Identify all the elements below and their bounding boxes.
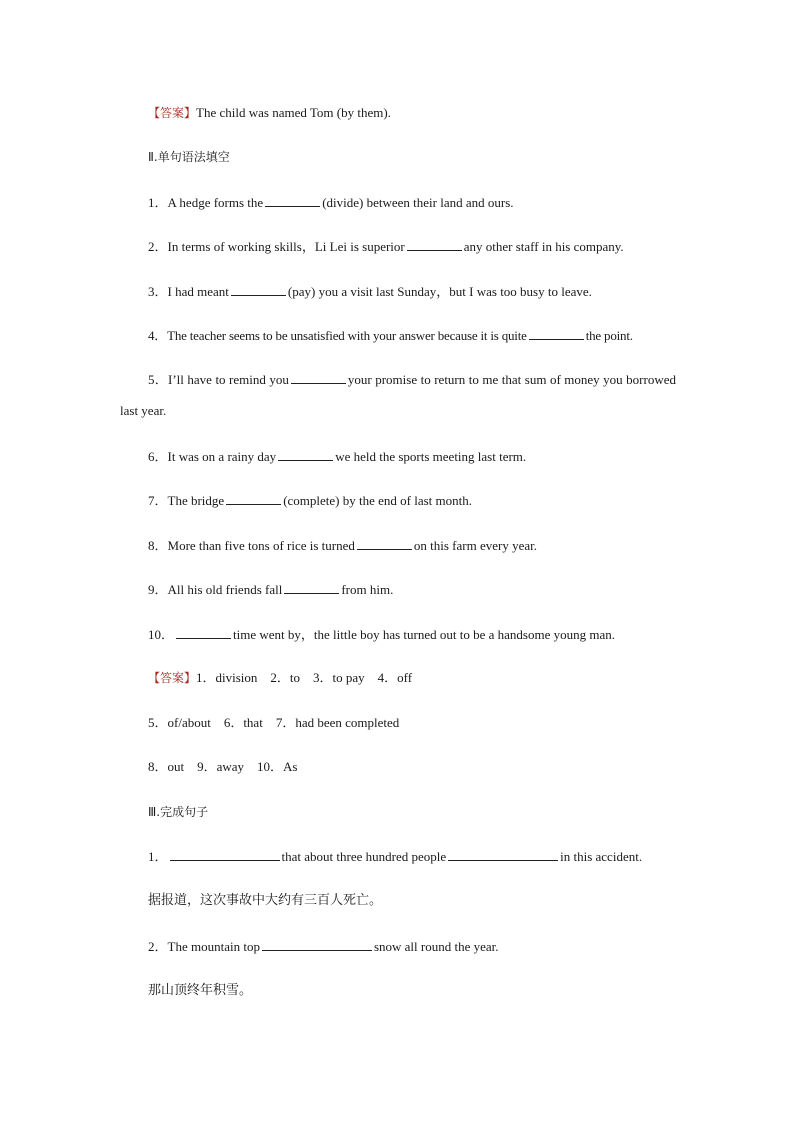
question-6: 6．It was on a rainy day we held the sports meeting last term.	[148, 449, 527, 464]
answer-blank	[176, 626, 231, 639]
question-8: 8．More than five tons of rice is turned on this farm every year.	[148, 538, 537, 553]
question-9: 9．All his old friends fall from him.	[148, 582, 394, 597]
section-2-answer-line-2: 5．of/about 6．that 7．had been completed	[148, 715, 400, 730]
section-2-title: Ⅱ.单句语法填空	[148, 150, 230, 164]
answer-blank	[226, 492, 281, 505]
section-3-title: Ⅲ.完成句子	[148, 805, 209, 819]
answer-blank	[357, 537, 412, 550]
translation-1-chinese: 据报道，这次事故中大约有三百人死亡。	[148, 893, 383, 908]
question-10: 10． time went by，the little boy has turned out to be a handsome young man.	[148, 627, 615, 642]
question-1: 1．A hedge forms the (divide) between their land and ours.	[148, 195, 514, 210]
answer-blank	[529, 327, 584, 340]
translation-1: 1． that about three hundred people in this accident.	[148, 849, 643, 864]
answer-blank	[265, 194, 320, 207]
answer-blank	[407, 238, 462, 251]
answer-tag: 【答案】	[148, 106, 197, 120]
answer-blank	[170, 848, 280, 861]
section-2-answer-line-1: 【答案】1．division 2．to 3．to pay 4．off	[148, 670, 413, 685]
translation-2-chinese: 那山顶终年积雪。	[148, 983, 253, 998]
question-2: 2．In terms of working skills，Li Lei is superior any other staff in his company.	[148, 239, 624, 254]
answer-tag: 【答案】	[148, 671, 197, 685]
section-2-answer-line-3: 8．out 9．away 10．As	[148, 759, 298, 774]
answer-blank	[231, 283, 286, 296]
answer-blank	[448, 848, 558, 861]
answer-blank	[291, 371, 346, 384]
translation-2: 2．The mountain top snow all round the year.	[148, 939, 499, 954]
question-5: 5．I’ll have to remind you your promise to return to me that sum of money you borrowed last year.	[120, 372, 676, 418]
question-7: 7．The bridge (complete) by the end of last month.	[148, 493, 472, 508]
previous-answer	[148, 105, 676, 121]
question-4: 4．The teacher seems to be unsatisfied with your answer because it is quite the point.	[148, 328, 633, 343]
answer-blank	[284, 581, 339, 594]
answer-text: The child was named Tom (by them).	[196, 105, 391, 120]
answer-blank	[262, 938, 372, 951]
question-3: 3．I had meant (pay) you a visit last Sunday，but I was too busy to leave.	[148, 284, 592, 299]
answer-blank	[278, 448, 333, 461]
